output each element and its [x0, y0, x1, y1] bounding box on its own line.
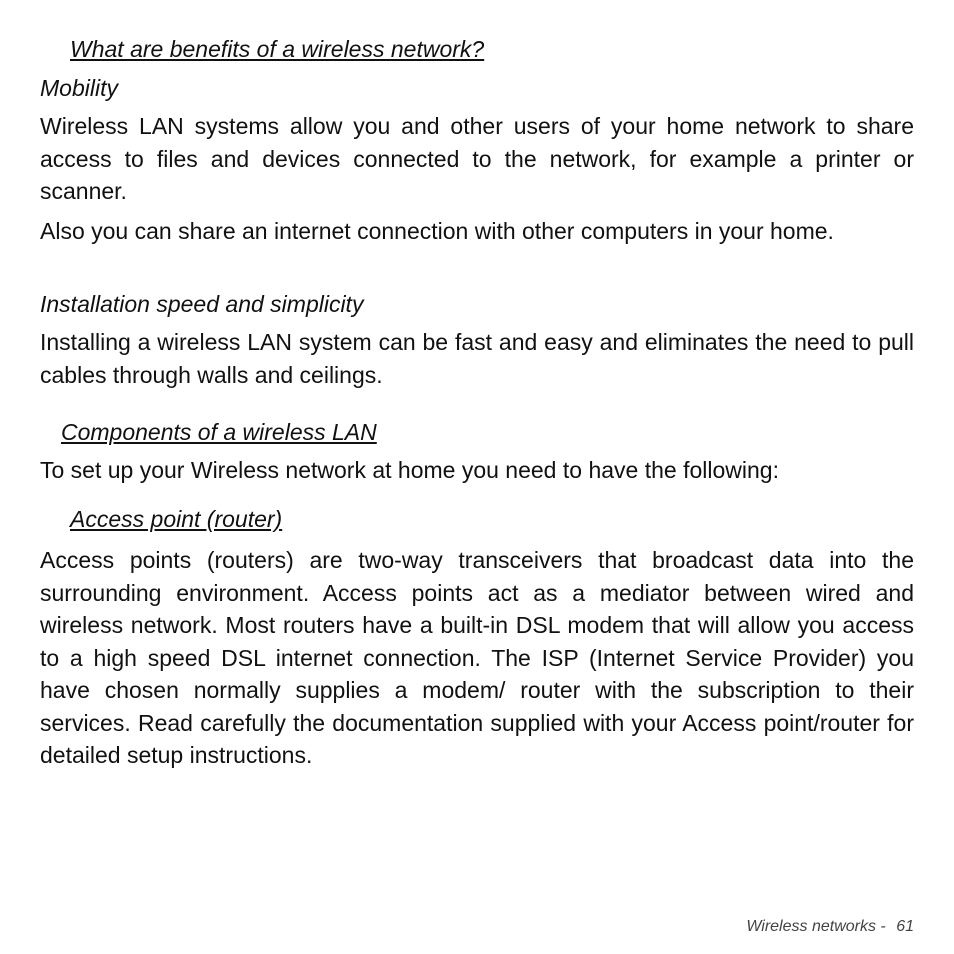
access-point-heading-link[interactable]: Access point (router): [70, 506, 283, 532]
components-heading-link[interactable]: Components of a wireless LAN: [61, 419, 377, 445]
page-footer: [746, 917, 914, 937]
mobility-heading: Mobility: [40, 75, 118, 101]
footer-page-number: 61: [896, 918, 914, 935]
mobility-paragraph-1: Wireless LAN systems allow you and other users of your home network to share access to files and devices connected to the network, for example a printer or scanner.: [40, 113, 914, 204]
components-paragraph: To set up your Wireless network at home you need to have the following:: [40, 457, 779, 483]
installation-paragraph: Installing a wireless LAN system can be fast and easy and eliminates the need to pull cables through walls and ceilings.: [40, 329, 914, 388]
access-point-paragraph: Access points (routers) are two-way transceivers that broadcast data into the surrounding environment. Access points act as a mediator between wired and wireless network. Most routers have a built-in DSL modem that will allow you access to a high speed DSL internet connection. The ISP (Internet Service Provider) you have chosen normally supplies a modem/ router with the subscription to their services. Read carefully the documentation supplied with your Access point/router for detailed setup instructions.: [40, 547, 914, 768]
footer-section-label: Wireless networks -: [746, 918, 886, 935]
benefits-heading-link[interactable]: What are benefits of a wireless network?: [70, 36, 485, 62]
mobility-paragraph-2: Also you can share an internet connection with other computers in your home.: [40, 218, 834, 244]
installation-heading: Installation speed and simplicity: [40, 291, 364, 317]
